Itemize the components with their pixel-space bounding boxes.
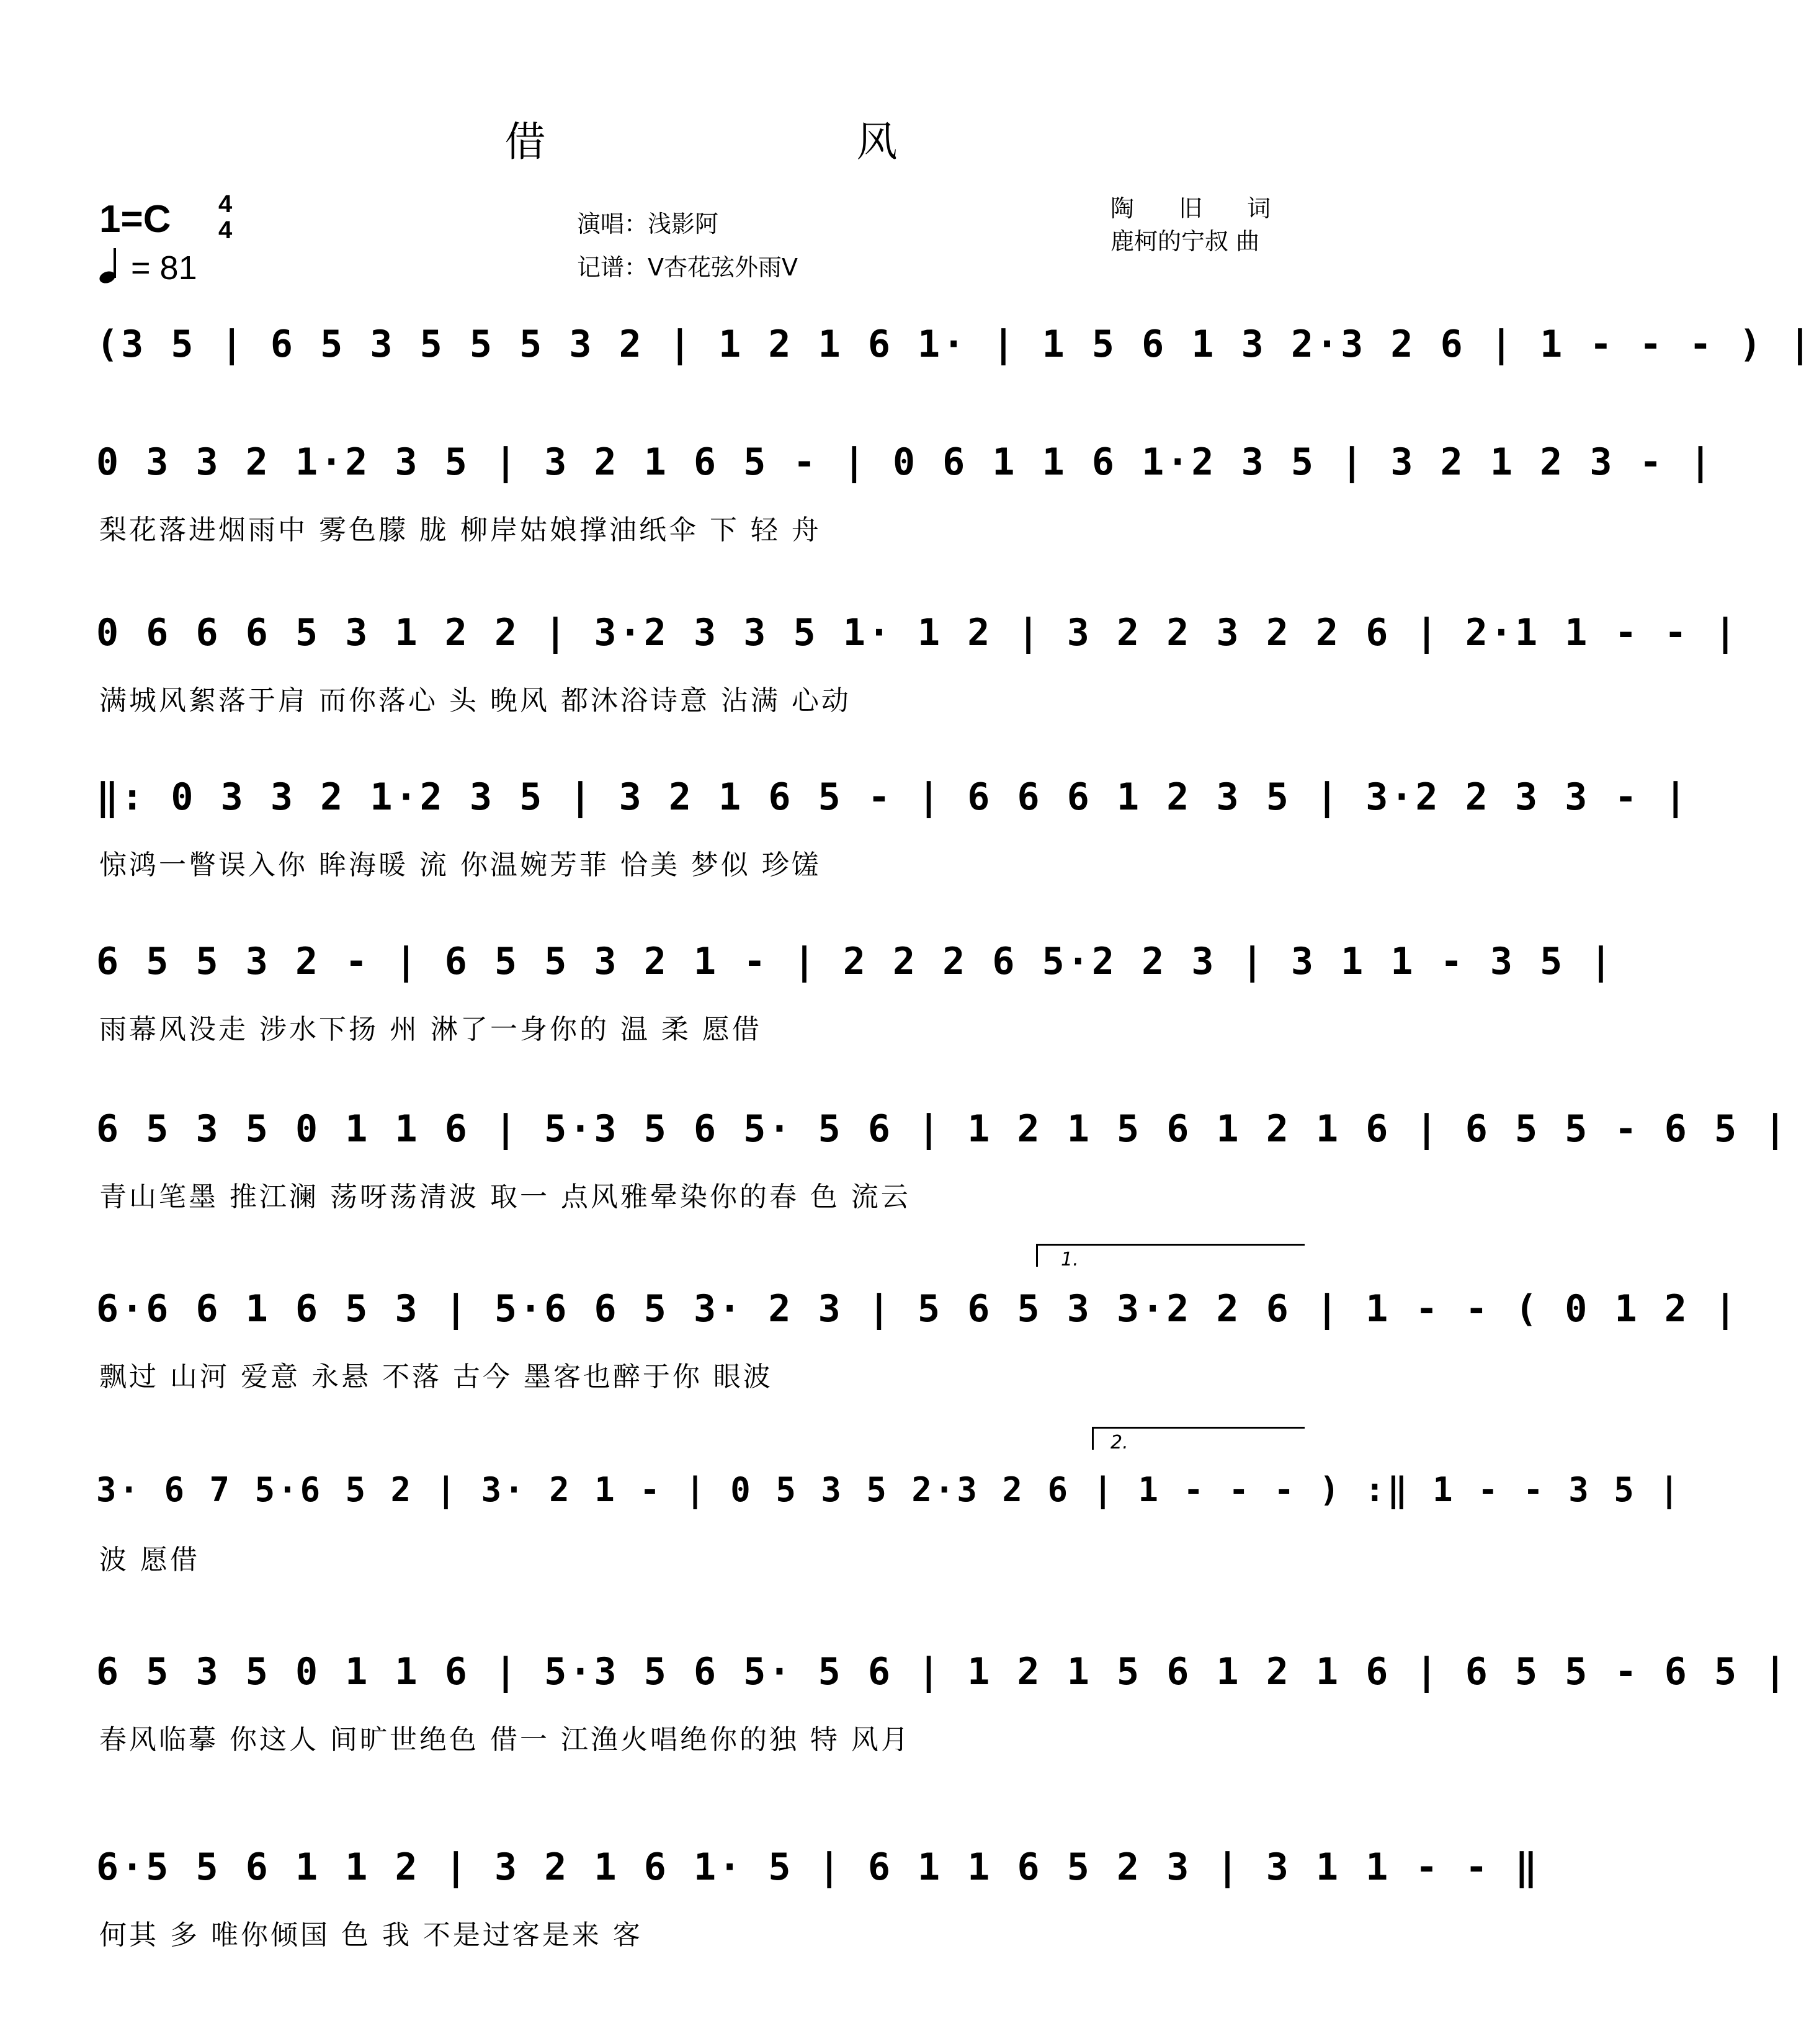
notation: 3· 6 7 5·6 5 2 | 3· 2 1 - | 0 5 3 5 2·3 2 6 | 1 - - - ) :‖ 1 - - 3 5 |: [96, 1470, 1682, 1509]
score-line-5: [0, 940, 1615, 1082]
notation: 6·6 6 1 6 5 3 | 5·6 6 5 3· 2 3 | 5 6 5 3 3·2 2 6 | 1 - - ( 0 1 2 |: [96, 1287, 1740, 1331]
singer-credit: 演唱：浅影阿: [577, 210, 719, 238]
score-line-2: [0, 440, 1714, 583]
composer-credit: 鹿柯的宁叔 曲: [1110, 228, 1260, 255]
tempo-marking: [99, 248, 197, 287]
score-line-8: [0, 1432, 1682, 1613]
lyrics: 波 愿借: [99, 1544, 200, 1576]
notation: 0 3 3 2 1·2 3 5 | 3 2 1 6 5 - | 0 6 1 1 6 1·2 3 5 | 3 2 1 2 3 - |: [96, 440, 1714, 484]
lyricist-credit: 陶 旧 词: [1110, 195, 1290, 222]
time-signature-top: 4: [218, 190, 233, 218]
score-line-9: [0, 1650, 1789, 1793]
notation: 6 5 3 5 0 1 1 6 | 5·3 5 6 5· 5 6 | 1 2 1 5 6 1 2 1 6 | 6 5 5 - 6 5 |: [96, 1107, 1789, 1151]
score-line-7: [0, 1249, 1740, 1430]
notation: 0 6 6 6 5 3 1 2 2 | 3·2 3 3 5 1· 1 2 | 3 2 2 3 2 2 6 | 2·1 1 - - |: [96, 611, 1740, 654]
lyrics: 春风临摹 你这人 间旷世绝色 借一 江渔火唱绝你的独 特 风月: [99, 1724, 911, 1756]
notation: ‖: 0 3 3 2 1·2 3 5 | 3 2 1 6 5 - | 6 6 6 1 2 3 5 | 3·2 2 3 3 - |: [96, 775, 1689, 819]
score-line-10: [0, 1845, 1540, 1988]
quarter-note-icon: [99, 248, 122, 283]
notation: (3 5 | 6 5 3 5 5 5 3 2 | 1 2 1 6 1· | 1 5 6 1 3 2·3 2 6 | 1 - - - ) |: [96, 323, 1814, 366]
song-title: 借 风: [504, 118, 1047, 166]
time-signature: [218, 191, 232, 243]
lyrics: 梨花落进烟雨中 雾色朦 胧 柳岸姑娘撑油纸伞 下 轻 舟: [99, 514, 821, 546]
volta-number-2: 2.: [1110, 1432, 1128, 1453]
notation: 6·5 5 6 1 1 2 | 3 2 1 6 1· 5 | 6 1 1 6 5 2 3 | 3 1 1 - - ‖: [96, 1845, 1540, 1889]
key-signature: 1=C: [99, 198, 171, 241]
volta-number-1: 1.: [1061, 1249, 1079, 1270]
score-line-3: [0, 611, 1740, 754]
score-line-6: [0, 1107, 1789, 1250]
score-line-4: [0, 775, 1689, 918]
lyrics: 惊鸿一瞥误入你 眸海暖 流 你温婉芳菲 恰美 梦似 珍馐: [99, 849, 821, 881]
tempo-value: = 81: [131, 249, 197, 287]
lyrics: 飘过 山河 爱意 永悬 不落 古今 墨客也醉于你 眼波: [99, 1361, 773, 1393]
lyrics: 何其 多 唯你倾国 色 我 不是过客是来 客: [99, 1919, 643, 1951]
transcriber-credit: 记谱：V杏花弦外雨V: [577, 254, 798, 281]
lyrics: 雨幕风没走 涉水下扬 州 淋了一身你的 温 柔 愿借: [99, 1014, 762, 1045]
lyrics: 满城风絮落于肩 而你落心 头 晚风 都沐浴诗意 沾满 心动: [99, 685, 851, 716]
lyrics: 青山笔墨 推江澜 荡呀荡清波 取一 点风雅晕染你的春 色 流云: [99, 1181, 911, 1213]
notation: 6 5 5 3 2 - | 6 5 5 3 2 1 - | 2 2 2 6 5·2 2 3 | 3 1 1 - 3 5 |: [96, 940, 1615, 983]
notation: 6 5 3 5 0 1 1 6 | 5·3 5 6 5· 5 6 | 1 2 1 5 6 1 2 1 6 | 6 5 5 - 6 5 |: [96, 1650, 1789, 1694]
time-signature-bottom: 4: [218, 216, 233, 244]
